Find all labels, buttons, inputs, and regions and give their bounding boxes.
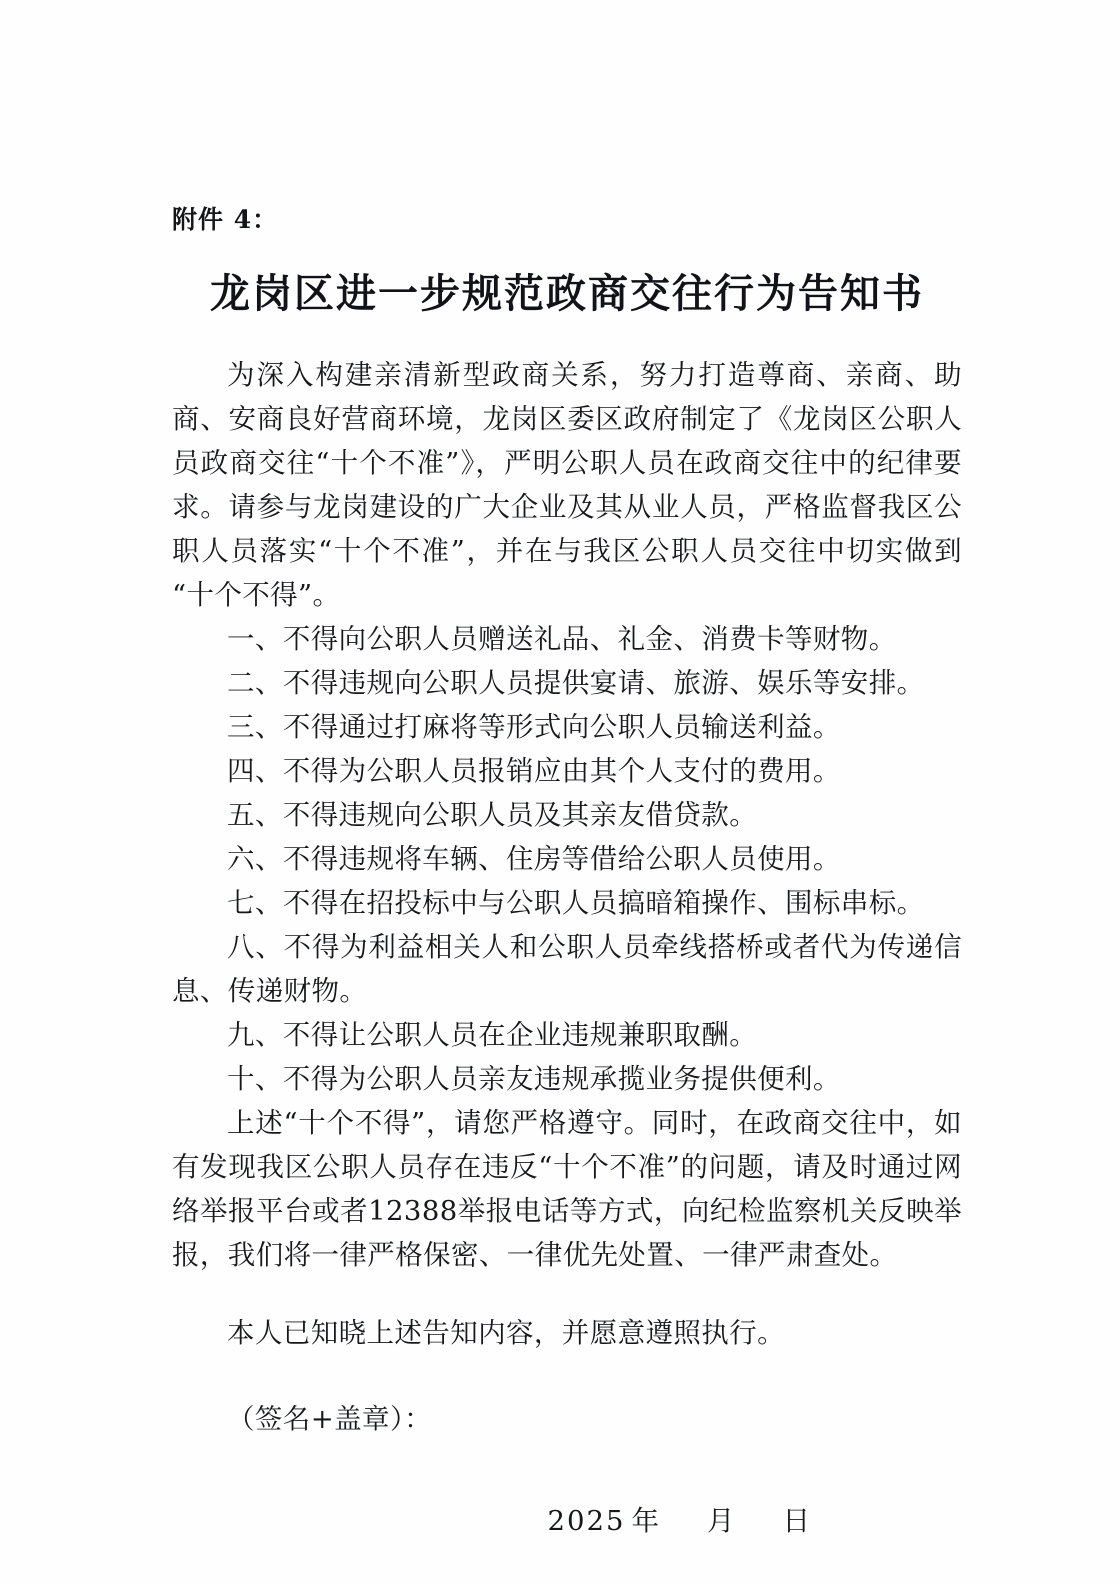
date-month-unit: 月 bbox=[707, 1505, 737, 1537]
date-line bbox=[172, 1499, 962, 1543]
clause-item: 三、不得通过打麻将等形式向公职人员输送利益。 bbox=[227, 711, 841, 743]
page-title: 龙岗区进一步规范政商交往行为告知书 bbox=[210, 270, 924, 317]
date-year-unit: 年 bbox=[631, 1505, 661, 1537]
date-day-unit: 日 bbox=[782, 1505, 812, 1537]
clause-item: 七、不得在招投标中与公职人员搞暗箱操作、围标串标。 bbox=[227, 887, 925, 919]
acknowledgement-text: 本人已知晓上述告知内容，并愿意遵照执行。 bbox=[227, 1317, 785, 1349]
closing-paragraph: 上述“十个不得”，请您严格遵守。同时，在政商交往中，如有发现我区公职人员存在违反“十个不准”的问题，请及时通过网络举报平台或者12388举报电话等方式，向纪检监察机关反映举报，我们将一律严格保密、一律优先处置、一律严肃查处。 bbox=[172, 1107, 962, 1271]
clause-item: 九、不得让公职人员在企业违规兼职取酬。 bbox=[227, 1019, 758, 1051]
clause-item: 二、不得违规向公职人员提供宴请、旅游、娱乐等安排。 bbox=[227, 667, 925, 699]
attachment-label: 附件 4： bbox=[172, 205, 279, 234]
clause-item: 十、不得为公职人员亲友违规承揽业务提供便利。 bbox=[227, 1063, 841, 1095]
clause-item: 四、不得为公职人员报销应由其个人支付的费用。 bbox=[227, 755, 841, 787]
intro-paragraph: 为深入构建亲清新型政商关系，努力打造尊商、亲商、助商、安商良好营商环境，龙岗区委区政府制定了《龙岗区公职人员政商交往“十个不准”》，严明公职人员在政商交往中的纪律要求。请参与龙岗建设的广大企业及其从业人员，严格监督我区公职人员落实“十个不准”，并在与我区公职人员交往中切实做到“十个不得”。 bbox=[172, 359, 962, 611]
date-year: 2025 bbox=[547, 1505, 626, 1537]
document-text bbox=[172, 353, 962, 1543]
document-body bbox=[172, 200, 962, 1543]
clause-item: 五、不得违规向公职人员及其亲友借贷款。 bbox=[227, 799, 758, 831]
clause-item: 一、不得向公职人员赠送礼品、礼金、消费卡等财物。 bbox=[227, 623, 897, 655]
clause-item: 八、不得为利益相关人和公职人员牵线搭桥或者代为传递信息、传递财物。 bbox=[172, 931, 962, 1007]
clause-item: 六、不得违规将车辆、住房等借给公职人员使用。 bbox=[227, 843, 841, 875]
signature-field[interactable]: （签名+盖章）： bbox=[227, 1403, 432, 1435]
